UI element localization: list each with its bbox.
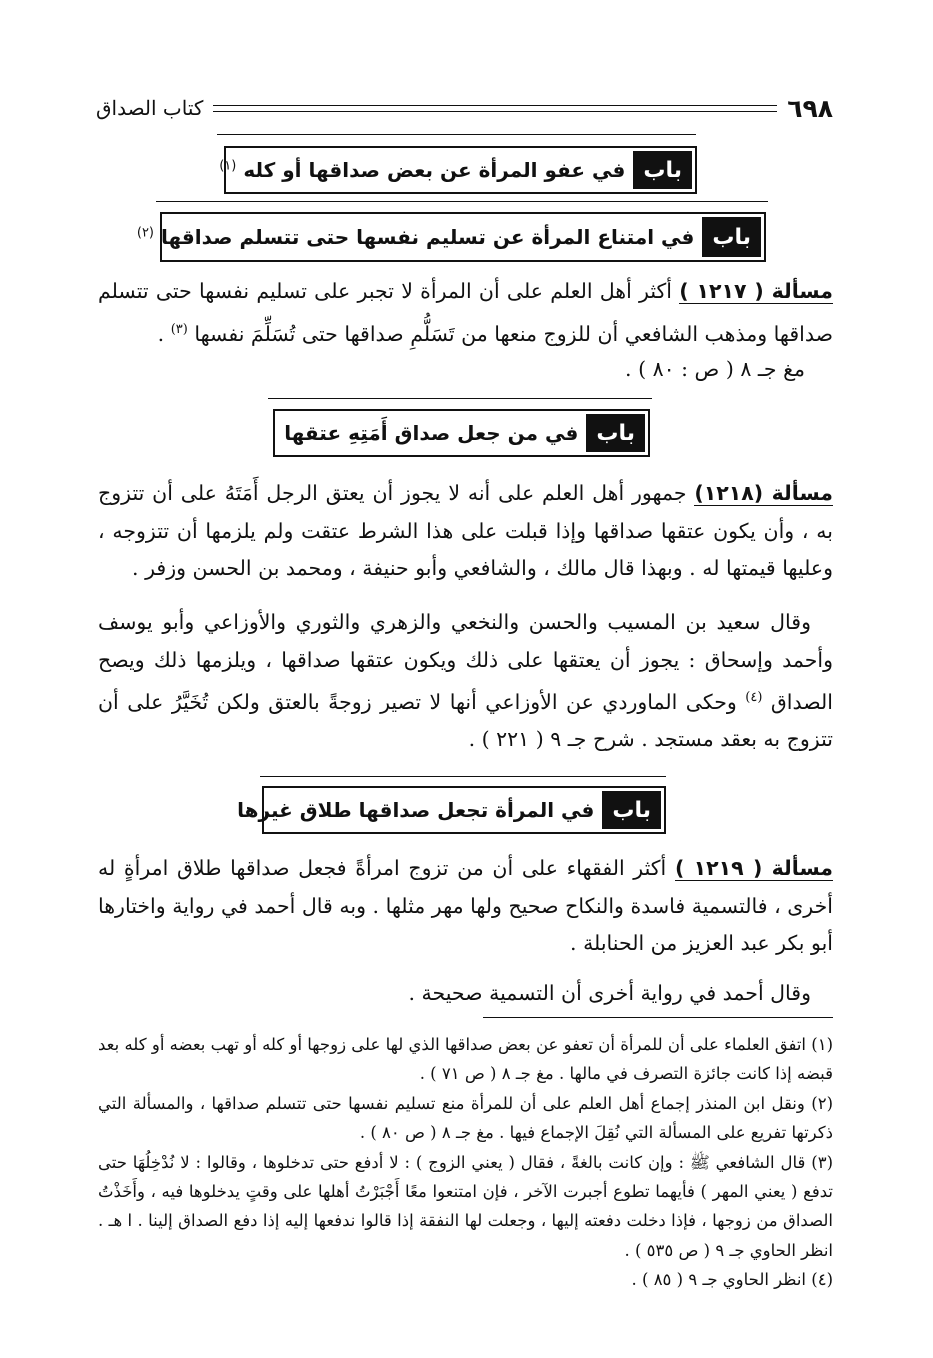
- footnote-ref: (١): [219, 158, 237, 174]
- masala-label: مسألة ( ١٢١٩ ): [674, 856, 833, 880]
- book-title: كتاب الصداق: [96, 96, 204, 120]
- source-reference: مغ جـ ٨ ( ص : ٨٠ ) .: [625, 357, 805, 381]
- chapter-title: في من جعل صداق أَمَتِهِ عتقها: [284, 421, 579, 445]
- footnote-ref: (٣): [170, 321, 188, 337]
- footnote-3: (٣) قال الشافعي ﷺ : وإن كانت بالغةً ، فقال ( يعني الزوج ) : لا أدفع حتى تدخلوها ، وقالوا : لا نُدْخِلُهَا حتى تدفع ( يعني المهر ) فأيهما تطوع أجبرت الآخر ، فإن امتنعوا معًا أَجْبَرْتُ أهلها على وقتٍ يدخلوها فيه ، وأَخَذْتُ الصداق من زوجها ، فإذا دخلت دفعته إليها ، وجعلت لها النفقة إذا قالوا ندفعها إليه إذا دفع الصداق إلينا . ا هـ . انظر الحاوي جـ ٩ ( ص ٥٣٥ ) .: [98, 1152, 833, 1260]
- footnote-4: (٤) انظر الحاوي جـ ٩ ( ٨٥ ) .: [631, 1270, 833, 1290]
- chapter-top-rule: [260, 776, 666, 777]
- paragraph-masala-1219-continued: وقال أحمد في رواية أخرى أن التسمية صحيحة .: [408, 981, 811, 1005]
- chapter-label: باب: [602, 791, 661, 829]
- chapter-top-rule: [156, 201, 768, 202]
- chapter-heading: [237, 786, 666, 834]
- footnote-separator: [483, 1017, 833, 1018]
- header-rule: [213, 105, 777, 112]
- chapter-label: باب: [702, 217, 761, 257]
- paragraph-masala-1219: مسألة ( ١٢١٩ ) أكثر الفقهاء على أن من تزوج امرأةً فجعل صداقها طلاق امرأةٍ له أخرى ، فالتسمية فاسدة والنكاح صحيح ولها مهر مثلها . وبه قال أحمد في رواية واختارها أبو بكر عبد العزيز من الحنابلة .: [98, 856, 833, 955]
- footnote-1: (١) اتفق العلماء على أن للمرأة أن تعفو عن بعض صداقها الذي لها على زوجها أو كله أو تهب بعضه أو كله بعد قبضه إذا كانت جائزة التصرف في مالها . مغ جـ ٨ ( ص ٧١ ) .: [98, 1035, 833, 1084]
- chapter-heading: [273, 409, 650, 457]
- footnotes: [98, 1030, 833, 1295]
- paragraph-masala-1218: مسألة (١٢١٨) جمهور أهل العلم على أنه لا يجوز أن يعتق الرجل أَمَتَهُ على أن تتزوج به ، وأن يكون عتقها صداقها وإذا قبلت على هذا الشرط عتقت ولم يلزمها أن تتزوجه ، وعليها قيمتها له . وبهذا قال مالك ، والشافعي وأبو حنيفة ، ومحمد بن الحسن وزفر .: [98, 481, 833, 580]
- masala-label: مسألة (١٢١٨): [694, 481, 833, 505]
- chapter-heading: [136, 212, 766, 262]
- chapter-heading: [219, 146, 697, 194]
- footnote-ref: (٤): [745, 690, 763, 705]
- chapter-top-rule: [217, 134, 696, 135]
- chapter-label: باب: [633, 151, 692, 189]
- running-header: [96, 94, 833, 122]
- paragraph-masala-1218-continued: وقال سعيد بن المسيب والحسن والنخعي والزهري والثوري والأوزاعي وأبو يوسف وأحمد وإسحاق : يجوز أن يعتقها على ذلك ويكون عتقها صداقها ، ويلزمها ذلك ويصح الصداق $^{(٤)}$ وحكى الماوردي عن الأوزاعي أنها لا تصير زوجةً بالعتق ولكن تُخَيَّرُ على أن تتزوج به بعقد مستجد . شرح جـ ٩ ( ٢٢١ ) .: [98, 610, 833, 752]
- chapter-label: باب: [586, 414, 645, 452]
- footnote-2: (٢) ونقل ابن المنذر إجماع أهل العلم على أن للمرأة منع تسليم نفسها حتى تتسلم صداقها ، والمسألة التي ذكرتها تفريع على المسألة التي نُقِلَ الإجماع فيها . مغ جـ ٨ ( ص ٨٠ ) .: [98, 1093, 833, 1143]
- footnote-ref: (٢): [136, 225, 154, 241]
- chapter-title: في المرأة تجعل صداقها طلاق غيرها: [237, 798, 595, 822]
- masala-label: مسألة ( ١٢١٧ ): [679, 279, 833, 303]
- chapter-top-rule: [268, 398, 652, 399]
- page-number: ٦٩٨: [787, 93, 833, 123]
- chapter-title: في عفو المرأة عن بعض صداقها أو كله $^{(١)}$: [219, 158, 626, 182]
- paragraph-masala-1217: مسألة ( ١٢١٧ ) أكثر أهل العلم على أن المرأة لا تجبر على تسليم نفسها حتى تتسلم صداقها ومذهب الشافعي أن للزوج منعها من تَسَلُّمِ صداقها حتى تُسَلِّمَ نفسها $^{(٣)}$ .: [98, 279, 833, 346]
- chapter-title: في امتناع المرأة عن تسليم نفسها حتى تتسلم صداقها $^{(٢)}$: [136, 225, 695, 249]
